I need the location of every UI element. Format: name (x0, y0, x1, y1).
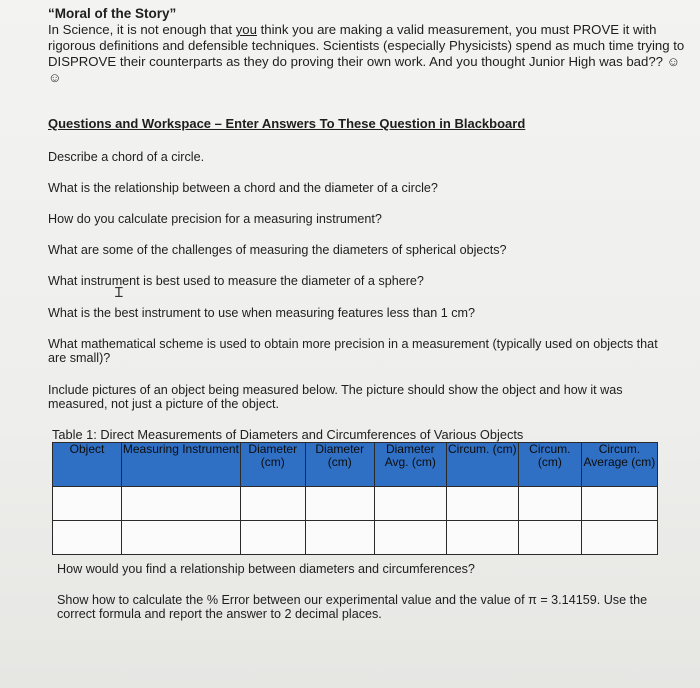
table-row (53, 487, 658, 521)
table-cell[interactable] (581, 521, 657, 555)
question-7: What mathematical scheme is used to obtain more precision in a measurement (typically used on objects that are small)? (48, 337, 658, 365)
table-cell[interactable] (581, 487, 657, 521)
header-circum-2: Circum. (cm) (518, 443, 581, 487)
table-cell[interactable] (446, 487, 518, 521)
table-cell[interactable] (518, 487, 581, 521)
question-8: Include pictures of an object being measured below. The picture should show the object and how it was measured, not just a picture of the object. (48, 383, 623, 411)
moral-title: “Moral of the Story” (48, 6, 177, 21)
header-diameter-avg: Diameter Avg. (cm) (374, 443, 446, 487)
table-cell[interactable] (53, 521, 122, 555)
measurement-table (52, 442, 658, 555)
table-row (53, 521, 658, 555)
table-cell[interactable] (240, 487, 305, 521)
table-cell[interactable] (122, 521, 241, 555)
table-cell[interactable] (374, 487, 446, 521)
table-header-row (53, 443, 658, 487)
section-heading: Questions and Workspace – Enter Answers To These Question in Blackboard (48, 116, 526, 131)
question-3: How do you calculate precision for a measuring instrument? (48, 212, 382, 226)
moral-text-start: In Science, it is not enough that (48, 22, 236, 37)
header-measuring-instrument: Measuring Instrument (122, 443, 241, 487)
table-cell[interactable] (122, 487, 241, 521)
table-cell[interactable] (518, 521, 581, 555)
question-2: What is the relationship between a chord and the diameter of a circle? (48, 181, 438, 195)
header-diameter-2: Diameter (cm) (305, 443, 374, 487)
table-cell[interactable] (53, 487, 122, 521)
header-circum-avg: Circum. Average (cm) (581, 443, 657, 487)
table-cell[interactable] (374, 521, 446, 555)
question-6: What is the best instrument to use when measuring features less than 1 cm? (48, 306, 476, 320)
header-object: Object (53, 443, 122, 487)
table-cell[interactable] (305, 521, 374, 555)
text-cursor-icon: Ɪ (115, 284, 123, 300)
table-cell[interactable] (240, 521, 305, 555)
question-1: Describe a chord of a circle. (48, 150, 205, 164)
table-caption: Table 1: Direct Measurements of Diameters and Circumferences of Various Objects (52, 427, 524, 442)
question-9: How would you find a relationship between diameters and circumferences? (57, 562, 475, 576)
header-circum-1: Circum. (cm) (446, 443, 518, 487)
moral-paragraph (48, 22, 688, 86)
question-5: What instrument is best used to measure the diameter of a sphere? (48, 274, 424, 288)
question-10: Show how to calculate the % Error between our experimental value and the value of π = 3.14159. Use the correct formula and report the answer to 2 decimal places. (57, 593, 648, 621)
moral-underlined-word: you (235, 22, 257, 37)
moral-text-rest: think you are making a valid measurement, you must PROVE it with rigorous definitions and defensible techniques. Scientists (especially Physicists) spend as much time trying to DISPROVE their counterparts as they do proving their own work. And you thought Junior High was bad?? ☺☺ (48, 22, 685, 85)
question-4: What are some of the challenges of measuring the diameters of spherical objects? (48, 243, 507, 257)
table-cell[interactable] (446, 521, 518, 555)
header-diameter-1: Diameter (cm) (240, 443, 305, 487)
table-cell[interactable] (305, 487, 374, 521)
